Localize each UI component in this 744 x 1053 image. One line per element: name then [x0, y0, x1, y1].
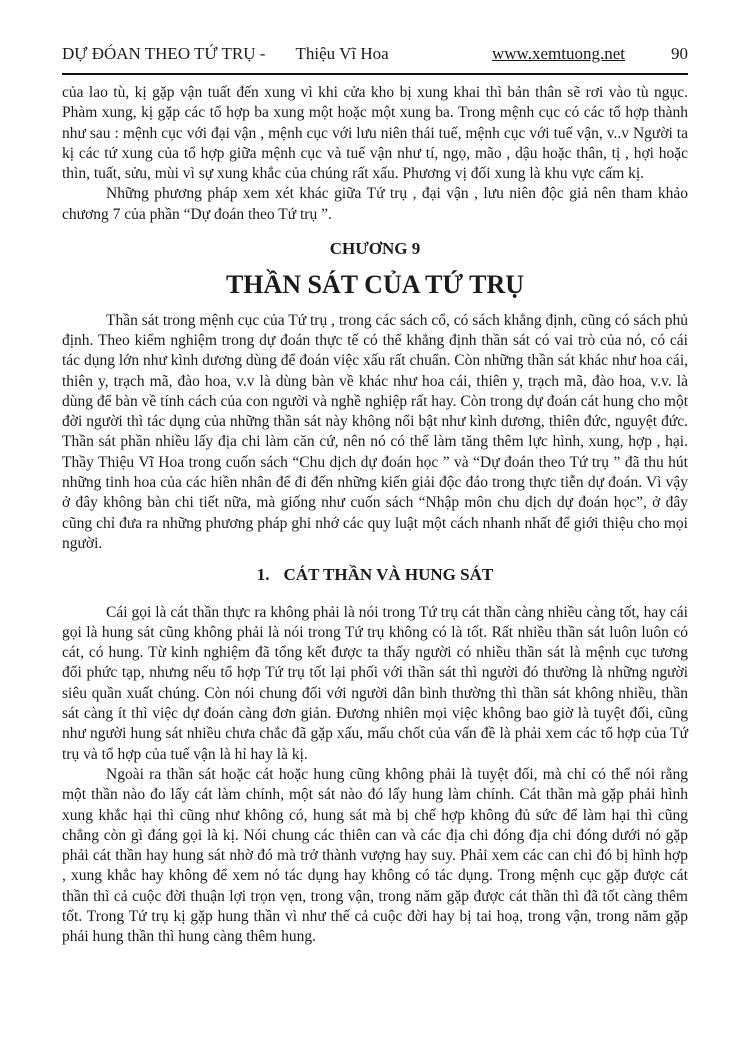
page-number: 90: [671, 44, 688, 63]
body-paragraph-3: Thần sát trong mệnh cục của Tứ trụ , trong các sách cổ, có sách khẳng định, cũng có sách phủ định. Theo kiểm nghiệm trong dự đoán thực tế có thể khẳng định thần sát có vai trò của nó, có cái tác dụng lớn như kình dương dùng để đoán việc xấu rất chuẩn. Còn những thần sát khác như hoa cái, thiên y, trạch mã, đào hoa, v.v là dùng bàn về khác như hoa cái, thiên y, trạch mã, đào hoa, v.v. là dùng để bàn về tính cách của con người và nghề nghiệp rất hay. Còn trong dự đoán cát hung cho một đời người thì tác dụng của những thần sát này không nổi bật như kình dương, thiên đức, nguyệt đức. Thần sát phần nhiều lấy địa chi làm căn cứ, nên nó có thể làm tăng thêm lực hình, xung, hợp , hại. Thầy Thiệu Vĩ Hoa trong cuốn sách “Chu dịch dự đoán học ” và “Dự đoán theo Tứ trụ ” đã thu hút những tinh hoa của các hiền nhân để đi đến những kiến giải độc đáo trong thực tiễn dự đoán. Vì vậy ở đây không bàn chi tiết nữa, mà giống như cuốn sách “Nhập môn chu dịch dự đoán học”, ở đây cũng chỉ đưa ra những phương pháp ghi nhớ các quy luật một cách nhanh nhất để giới thiệu cho mọi người.: [62, 311, 688, 552]
section-heading: [62, 565, 688, 585]
body-paragraph-4: Cái gọi là cát thần thực ra không phải là nói trong Tứ trụ cát thần càng nhiều càng tốt, hay cái gọi là hung sát cũng không phải là nói trong Tứ trụ không có là tốt. Rất nhiều thần sát luôn luôn có cát, có hung. Từ kinh nghiệm đã tổng kết được ta thấy người có nhiều thần sát là mệnh cục tương đối phức tạp, nhưng nếu tổ hợp Tứ trụ tốt lại phối với thần sát thì người đó thường là những người siêu quần xuất chúng. Còn nói chung đối với người dân bình thường thì thần sát không nhiều, thần sát càng ít thì việc dự đoán càng đơn giản. Đương nhiên mọi việc không bao giờ là tuyệt đối, cũng như người hung sát nhiều chưa chắc đã gặp xấu, mấu chốt của vấn đề là phải xem các tổ hợp của Tứ trụ và tổ hợp của tuế vận là hỉ hay là kị.: [62, 603, 688, 763]
book-title: DỰ ĐÓAN THEO TỨ TRỤ -: [62, 44, 266, 63]
header-divider: [62, 73, 688, 75]
chapter-title: THẦN SÁT CỦA TỨ TRỤ: [225, 270, 525, 300]
body-paragraph-5: Ngoài ra thần sát hoặc cát hoặc hung cũng không phải là tuyệt đối, mà chỉ có thể nói rằng một thần nào đo lấy cát làm chính, một sát nào đó lấy hung làm chính. Cát thần mà gặp phải hình xung khắc hại thì cũng như không có, hung sát mà bị chế hợp không đủ sức để làm hại thì cũng chẳng còn gì đáng gọi là kị. Nói chung các thiên can và các địa chi đóng địa chi đóng dưới nó gặp phải cát thần hay hung sát nhờ đó mà trở thành vượng hay suy. Phải xem các can chi đó bị hình hợp , xung khắc hay không để xem nó tác dụng hay không có tác dụng. Trong mệnh cục gặp được cát thần thì cả cuộc đời thuận lợi trọn vẹn, trong vận, trong năm gặp được cát thần thì đã tốt càng thêm tốt. Trong Tứ trụ kị gặp hung thần vì như thế cả cuộc đời hay bị tai hoạ, trong vận, trong năm gặp phải hung thần thì hung càng thêm hung.: [62, 765, 688, 946]
section-title: CÁT THẦN VÀ HUNG SÁT: [283, 565, 494, 585]
chapter-label: CHƯƠNG 9: [329, 239, 421, 259]
page-header: [62, 44, 688, 64]
website-link[interactable]: www.xemtuong.net: [492, 44, 625, 63]
body-paragraph-2: Những phương pháp xem xét khác giữa Tứ trụ , đại vận , lưu niên độc giả nên tham khảo chương 7 của phần “Dự đoán theo Tứ trụ ”.: [62, 185, 688, 223]
body-paragraph-1: của lao tù, kị gặp vận tuất đến xung vì khi cửa kho bị xung khai thì bản thân sẽ rơi vào tù ngục. Phàm xung, kị gặp các tổ hợp ba xung một hoặc một xung ba. Trong mệnh cục có các tổ hợp thành như sau : mệnh cục với đại vận , mệnh cục với lưu niên thái tuế, mệnh cục với tuế vận, v..v Người ta kị các tứ xung của tổ hợp giữa mệnh cục và tuế vận như tí, ngọ, mão , dậu hoặc thân, tị , hợi hoặc thìn, tuất, sửu, mùi vì sự xung khắc của chúng rất xấu. Phương vị đối xung là khu vực cấm kị.: [62, 84, 688, 183]
author-name: Thiệu Vĩ Hoa: [295, 44, 389, 63]
section-number: 1.: [256, 565, 270, 585]
page-body: [62, 83, 688, 948]
